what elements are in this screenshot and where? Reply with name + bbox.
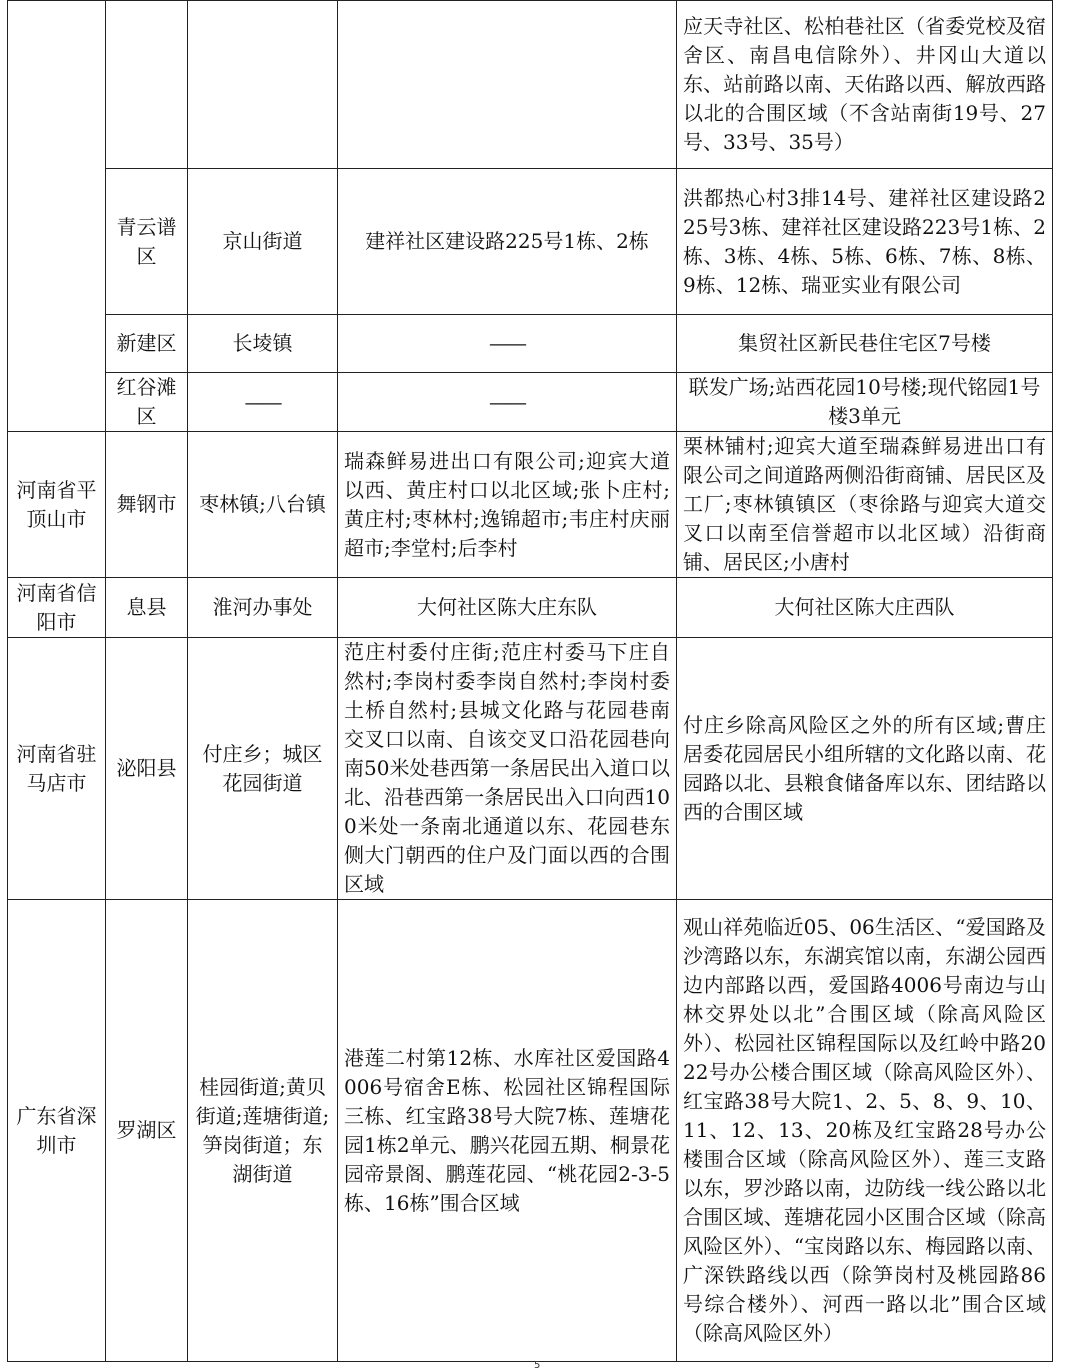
risk-area-table	[7, 0, 1053, 1362]
county-cell: 泌阳县	[106, 638, 188, 900]
province-cell: 河南省平顶山市	[8, 432, 106, 578]
mid-risk-cell: 洪都热心村3排14号、建祥社区建设路225号3栋、建祥社区建设路223号1栋、2栋、3栋、4栋、5栋、6栋、7栋、8栋、9栋、12栋、瑞亚实业有限公司	[677, 169, 1053, 315]
mid-risk-cell: 集贸社区新民巷住宅区7号楼	[677, 315, 1053, 373]
province-cell	[8, 1, 106, 432]
county-cell: 青云谱区	[106, 169, 188, 315]
high-risk-cell	[338, 1, 677, 169]
town-cell: 京山街道	[188, 169, 338, 315]
table-row	[8, 432, 1053, 578]
table-row	[8, 1, 1053, 169]
mid-risk-cell: 观山祥苑临近05、06生活区、“爱国路及沙湾路以东，东湖宾馆以南，东湖公园西边内部路以西，爱国路4006号南边与山林交界处以北”合围区域（除高风险区外）、松园社区锦程国际以及红岭中路2022号办公楼合围区域（除高风险区外）、红宝路38号大院1、2、5、8、9、10、11、12、13、20栋及红宝路28号办公楼围合区域（除高风险区外）、莲三支路以东，罗沙路以南，边防线一线公路以北合围区域、莲塘花园小区围合区域（除高风险区外）、“宝岗路以东、梅园路以南、广深铁路线以西（除笋岗村及桃园路86号综合楼外）、河西一路以北”围合区域（除高风险区外）	[677, 900, 1053, 1362]
county-cell: 舞钢市	[106, 432, 188, 578]
town-cell	[188, 1, 338, 169]
high-risk-cell: 范庄村委付庄街;范庄村委马下庄自然村;李岗村委李岗自然村;李岗村委土桥自然村;县城文化路与花园巷南交叉口以南、自该交叉口沿花园巷向南50米处巷西第一条居民出入道口以北、沿巷西第一条居民出入口向西100米处一条南北通道以东、花园巷东侧大门朝西的住户及门面以西的合围区域	[338, 638, 677, 900]
county-cell: 新建区	[106, 315, 188, 373]
mid-risk-cell: 栗林铺村;迎宾大道至瑞森鲜易进出口有限公司之间道路两侧沿街商铺、居民区及工厂;枣林镇镇区（枣徐路与迎宾大道交叉口以南至信誉超市以北区域）沿街商铺、居民区;小唐村	[677, 432, 1053, 578]
high-risk-cell: ——	[338, 315, 677, 373]
high-risk-cell: 港莲二村第12栋、水库社区爱国路4006号宿舍E栋、松园社区锦程国际三栋、红宝路38号大院7栋、莲塘花园1栋2单元、鹏兴花园五期、桐景花园帝景阁、鹏莲花园、“桃花园2-3-5栋、16栋”围合区域	[338, 900, 677, 1362]
high-risk-cell: ——	[338, 373, 677, 432]
province-cell: 广东省深圳市	[8, 900, 106, 1362]
high-risk-cell: 瑞森鲜易进出口有限公司;迎宾大道以西、黄庄村口以北区域;张卜庄村;黄庄村;枣林村;逸锦超市;韦庄村庆丽超市;李堂村;后李村	[338, 432, 677, 578]
table-row	[8, 373, 1053, 432]
county-cell: 红谷滩区	[106, 373, 188, 432]
page-number: 5	[534, 1360, 541, 1371]
province-cell: 河南省信阳市	[8, 578, 106, 638]
mid-risk-cell: 付庄乡除高风险区之外的所有区域;曹庄居委花园居民小组所辖的文化路以南、花园路以北、县粮食储备库以东、团结路以西的合围区域	[677, 638, 1053, 900]
town-cell: 付庄乡；城区花园街道	[188, 638, 338, 900]
table-row	[8, 578, 1053, 638]
mid-risk-cell: 联发广场;站西花园10号楼;现代铭园1号楼3单元	[677, 373, 1053, 432]
table-row	[8, 315, 1053, 373]
mid-risk-cell: 大何社区陈大庄西队	[677, 578, 1053, 638]
town-cell: 长堎镇	[188, 315, 338, 373]
high-risk-cell: 建祥社区建设路225号1栋、2栋	[338, 169, 677, 315]
county-cell: 息县	[106, 578, 188, 638]
county-cell	[106, 1, 188, 169]
table-row	[8, 900, 1053, 1362]
high-risk-cell: 大何社区陈大庄东队	[338, 578, 677, 638]
mid-risk-cell: 应天寺社区、松柏巷社区（省委党校及宿舍区、南昌电信除外）、井冈山大道以东、站前路以南、天佑路以西、解放西路以北的合围区域（不含站南街19号、27号、33号、35号）	[677, 1, 1053, 169]
table-row	[8, 638, 1053, 900]
table-row	[8, 169, 1053, 315]
province-cell: 河南省驻马店市	[8, 638, 106, 900]
town-cell: 枣林镇;八台镇	[188, 432, 338, 578]
town-cell: ——	[188, 373, 338, 432]
town-cell: 淮河办事处	[188, 578, 338, 638]
town-cell: 桂园街道;黄贝街道;莲塘街道;笋岗街道；东湖街道	[188, 900, 338, 1362]
county-cell: 罗湖区	[106, 900, 188, 1362]
